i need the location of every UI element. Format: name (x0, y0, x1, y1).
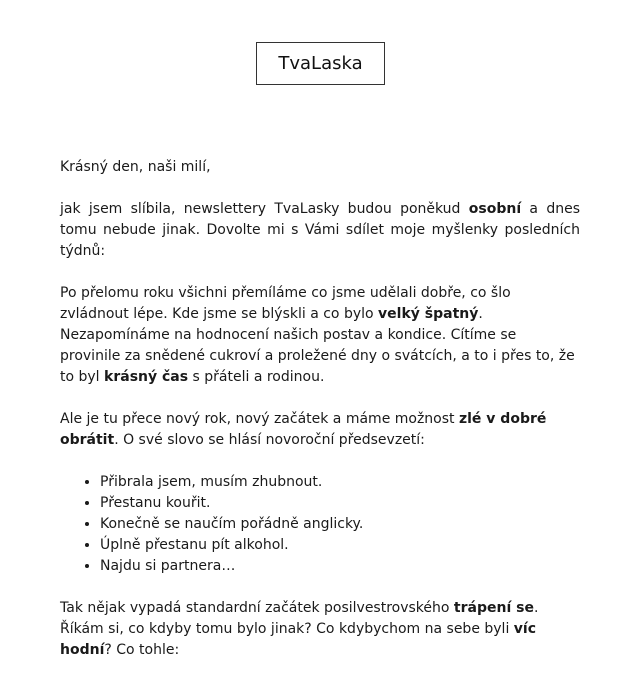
list-item: • Úplně přestanu pít alkohol. (100, 535, 580, 556)
newsletter-body (60, 157, 580, 682)
new-year-bold-1: zlé v dobré obrátit (60, 411, 547, 448)
reflection-text-3: s přáteli a rodinou. (188, 369, 325, 385)
closing-text-1: Tak nějak vypadá standardní začátek posilvestrovského (60, 600, 454, 616)
greeting: Krásný den, naši milí, (60, 159, 211, 175)
intro-paragraph (60, 199, 580, 262)
closing-bold-2: víc hodní (60, 621, 537, 658)
new-year-paragraph (60, 409, 580, 451)
list-item: • Přibrala jsem, musím zhubnout. (100, 472, 580, 493)
closing-bold-1: trápení se (453, 600, 534, 616)
reflection-text-1: Po přelomu roku všichni přemíláme co jsme udělali dobře, co šlo zvládnout lépe. Kde jsme se blýskli a co bylo (60, 285, 511, 322)
list-item: • Konečně se naučím pořádně anglicky. (100, 514, 580, 535)
brand-logo-text: TvaLaska (278, 53, 363, 74)
reflection-paragraph (60, 283, 580, 388)
brand-logo (256, 42, 385, 85)
list-item: • Najdu si partnera… (100, 556, 580, 577)
closing-text-2: . Říkám si, co kdyby tomu bylo jinak? Co kdybychom na sebe byli (60, 600, 539, 637)
closing-text-3: ? Co tohle: (104, 642, 180, 658)
new-year-text-1: Ale je tu přece nový rok, nový začátek a máme možnost (60, 411, 459, 427)
reflection-bold-2: krásný čas (104, 369, 189, 385)
new-year-text-2: . O své slovo se hlásí novoroční předsevzetí: (114, 432, 425, 448)
list-item: • Přestanu kouřit. (100, 493, 580, 514)
intro-bold-1: osobní (468, 201, 522, 217)
intro-text-2: a dnes tomu nebude jinak. Dovolte mi s Vámi sdílet moje myšlenky posledních týdnů: (60, 201, 580, 259)
resolutions-list (60, 472, 580, 577)
intro-text-1: jak jsem slíbila, newslettery TvaLasky budou poněkud (60, 201, 469, 217)
closing-paragraph (60, 598, 580, 661)
reflection-bold-1: velký špatný (378, 306, 479, 322)
reflection-text-2: . Nezapomínáme na hodnocení našich postav a kondice. Cítíme se provinile za snědené cukroví a proležené dny o svátcích, a to i přes to, že to byl (60, 306, 575, 385)
